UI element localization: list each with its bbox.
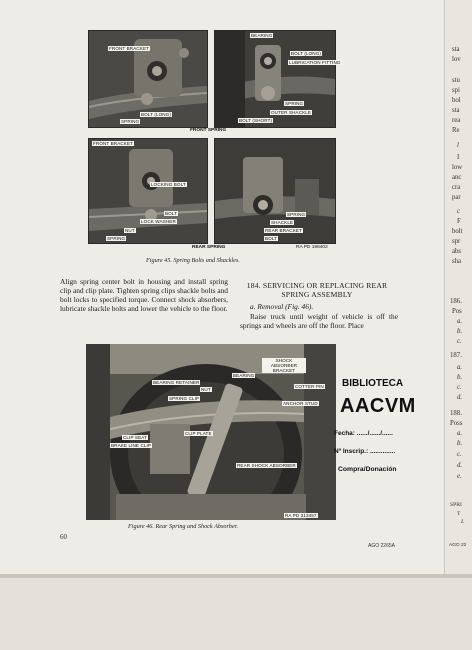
fig46-label: SHOCK ABSORBER BRACKET xyxy=(262,358,306,373)
fig45-label: LOCK WASHER xyxy=(141,219,176,224)
fig46-label: SPRING CLIP xyxy=(169,396,200,401)
next-page-fragment: Pos xyxy=(452,308,462,315)
next-page-fragment: rea xyxy=(452,117,461,124)
fig45-label: BOLT (SHORT) xyxy=(239,118,273,123)
stamp-fecha: Fecha: ....../....../...... xyxy=(334,430,393,437)
stamp-inscrip: Nº Inscrip.: .............. xyxy=(334,448,396,455)
next-page-fragment: low xyxy=(452,164,463,171)
fig45-label: REAR BRACKET xyxy=(265,228,302,233)
fig45-label: SHACKLE xyxy=(271,220,294,225)
fig46-label: BEARING RETAINER xyxy=(153,380,200,385)
next-page-fragment: par xyxy=(452,194,461,201)
next-page-fragment: a. xyxy=(457,364,463,371)
next-page-fragment: AGO 22 xyxy=(449,543,467,548)
next-page-fragment: 187. xyxy=(450,352,462,359)
figure-46-caption: Figure 46. Rear Spring and Shock Absorber. xyxy=(128,523,238,530)
adjacent-page-edge xyxy=(444,0,472,650)
doc-code: AGO 2265A xyxy=(368,543,395,549)
fig46-label: NUT xyxy=(201,387,211,392)
next-page-fragment: SPRI xyxy=(450,502,462,508)
fig46-label: COTTER PIN xyxy=(295,384,324,389)
next-page-fragment: a. xyxy=(457,318,463,325)
fig46-label: BEARING xyxy=(233,373,255,378)
fig45-label: NUT xyxy=(125,228,135,233)
next-page-fragment: I xyxy=(457,154,460,161)
next-page-fragment: lov xyxy=(452,56,461,63)
fig45-ref-code: RA PD 196402 xyxy=(296,245,328,250)
next-page-fragment: spi xyxy=(452,87,460,94)
next-page-fragment: c xyxy=(457,208,461,215)
next-page-fragment: e. xyxy=(457,473,462,480)
next-page-fragment: cra xyxy=(452,184,461,191)
next-page-fragment: stu xyxy=(452,77,460,84)
next-page-fragment: b. xyxy=(457,328,463,335)
next-page-fragment: c. xyxy=(457,384,462,391)
next-page-fragment: c. xyxy=(457,338,462,345)
next-page-fragment: b. xyxy=(457,374,463,381)
next-page-fragment: d. xyxy=(457,462,463,469)
next-page-fragment: F xyxy=(457,218,461,225)
stamp-org: AACVM xyxy=(340,395,416,417)
next-page-fragment: anc xyxy=(452,174,462,181)
next-page-fragment: sta xyxy=(452,46,460,53)
fig45-label: BOLT xyxy=(265,236,278,241)
fig45-label: BEARING xyxy=(251,33,273,38)
figure-45-caption: Figure 45. Spring Bolts and Shackles. xyxy=(146,257,240,264)
fig45-label: LUBRICATION FITTING xyxy=(289,60,341,65)
next-page-fragment: 186. xyxy=(450,298,462,305)
fig45-label: OUTER SHACKLE xyxy=(271,110,312,115)
next-page-fragment: Poss xyxy=(450,420,463,427)
fig46-label: REAR SHOCK ABSORBER xyxy=(237,463,296,468)
next-page-fragment: Re xyxy=(452,127,460,134)
section-184-heading: 184. SERVICING OR REPLACING REAR SPRING ASSEMBLY xyxy=(246,281,388,299)
fig46-label: CLIP SEAT xyxy=(123,435,147,440)
fig45-front-spring-label: FRONT SPRING xyxy=(190,128,227,133)
page-number: 60 xyxy=(60,533,67,541)
next-page-fragment: sta xyxy=(452,107,460,114)
next-page-fragment: T xyxy=(457,511,461,517)
fig45-label: SPRING xyxy=(121,119,140,124)
fig45-label: SPRING xyxy=(107,236,126,241)
next-page-fragment: a. xyxy=(457,430,463,437)
next-page-fragment: c. xyxy=(457,451,462,458)
next-page-fragment: sha xyxy=(452,258,462,265)
fig46-label: CLIP PLATE xyxy=(185,431,212,436)
stamp-compra: Compra/Donación xyxy=(338,466,397,473)
next-page-fragment: d. xyxy=(457,394,463,401)
fig45-rear-spring-label: REAR SPRING xyxy=(192,245,226,250)
fig45-label: SPRING xyxy=(285,101,304,106)
fig45-label: LOCKING BOLT xyxy=(151,182,186,187)
rear-spring-left-image xyxy=(89,139,207,243)
fig45-label: BOLT (LONG) xyxy=(291,51,322,56)
next-page-fragment: bol xyxy=(452,97,461,104)
fig46-ref-code: RA PD 313457 xyxy=(285,513,317,518)
next-page-fragment: bolt xyxy=(452,228,463,235)
photo-rear-spring-left xyxy=(88,138,208,244)
next-page-fragment: abs xyxy=(452,248,462,255)
next-page-fragment: l xyxy=(457,142,459,149)
fig46-label: BRAKE LINE CLIP xyxy=(111,443,152,448)
section-184-paragraph: Raise truck until weight of vehicle is off the springs and wheels are off the floor. Place xyxy=(240,312,398,330)
fig46-label: ANCHOR STUD xyxy=(283,401,318,406)
stamp-title: BIBLIOTECA xyxy=(342,378,404,389)
section-184-subheading: a. Removal (Fig. 46). xyxy=(250,302,314,311)
fig45-label: BOLT xyxy=(165,211,178,216)
next-page-fragment: 188. xyxy=(450,410,462,417)
lower-page-area xyxy=(0,578,472,650)
next-page-fragment: L xyxy=(461,519,465,525)
next-page-fragment: spr xyxy=(452,238,461,245)
left-column-paragraph: Align spring center bolt in housing and install spring clip and clip plate. Tighten spring clips shackle bolts and bolt locks to specified torque. Connect shock absorbers, lubricate shackle bolts and lower the vehicle to the floor. xyxy=(60,277,228,313)
fig45-label: FRONT BRACKET xyxy=(109,46,150,51)
fig45-label: SPRING xyxy=(287,212,306,217)
fig45-label: FRONT BRACKET xyxy=(93,141,134,146)
fig45-label: BOLT (LONG) xyxy=(141,112,172,117)
next-page-fragment: b. xyxy=(457,440,463,447)
